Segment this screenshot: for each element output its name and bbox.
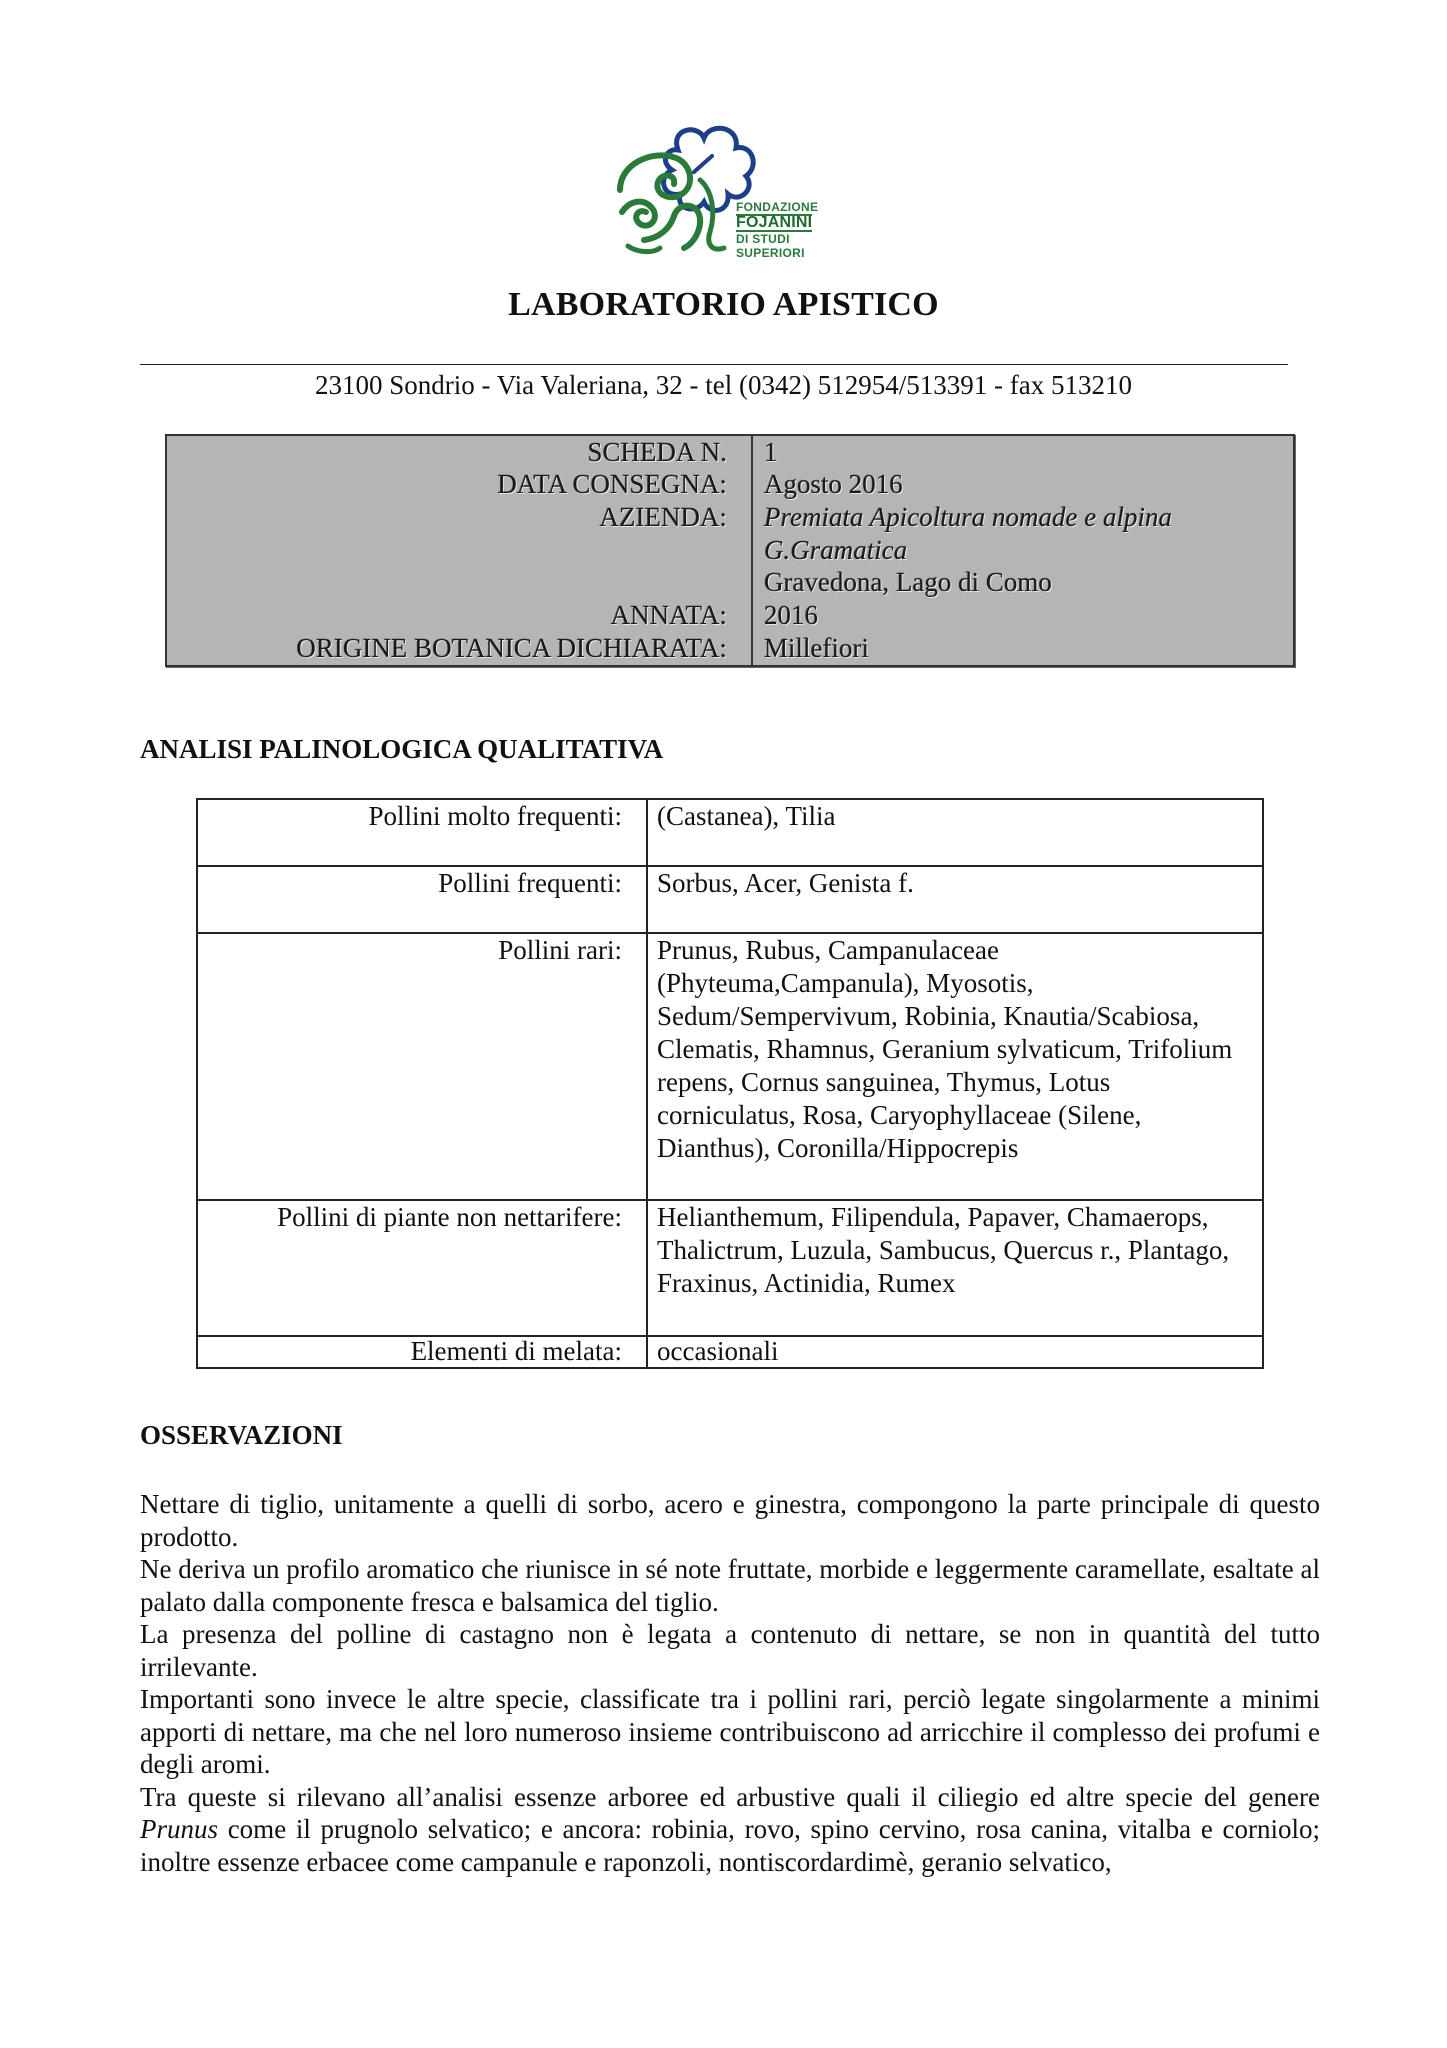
- analisi-heading: ANALISI PALINOLOGICA QUALITATIVA: [140, 734, 664, 764]
- table-row-divider: [646, 932, 648, 1201]
- paragraph: Importanti sono invece le altre specie, classificate tra i pollini rari, perciò legate singolarmente a minimi apporti di nettare, ma che nel loro numeroso insieme contribuiscono ad arricchire il complesso dei profumi e degli aromi.: [140, 1684, 1320, 1779]
- value-scheda-n: 1: [764, 437, 778, 467]
- value-origine-botanica: Millefiori: [764, 633, 869, 663]
- label-scheda-n: SCHEDA N.: [587, 437, 727, 467]
- paragraph: Nettare di tiglio, unitamente a quelli di sorbo, acero e ginestra, compongono la parte principale di questo prodotto.: [140, 1489, 1320, 1552]
- lab-address: 23100 Sondrio - Via Valeriana, 32 - tel (0342) 512954/513391 - fax 513210: [314, 370, 1132, 400]
- logo-line-di-studi: DI STUDI: [736, 232, 790, 246]
- table-row-divider: [646, 865, 648, 934]
- pollen-row-label: Pollini di piante non nettarifere:: [277, 1202, 622, 1232]
- value-azienda-line1: Premiata Apicoltura nomade e alpina: [764, 502, 1172, 532]
- osservazioni-text: [140, 1488, 1320, 1878]
- scheda-info-box: [165, 434, 1295, 667]
- logo-line-superiori: SUPERIORI: [736, 246, 805, 260]
- pollen-row-label: Elementi di melata:: [410, 1336, 622, 1366]
- pollen-row-value: Sorbus, Acer, Genista f.: [657, 868, 914, 898]
- paragraph: Ne deriva un profilo aromatico che riunisce in sé note fruttate, morbide e leggermente caramellate, esaltate al palato dalla componente fresca e balsamica del tiglio.: [140, 1554, 1320, 1617]
- paragraph-text: Tra queste si rilevano all’analisi essenze arboree ed arbustive quali il ciliegio ed altre specie del genere: [140, 1781, 1320, 1812]
- pollen-row-value: Prunus, Rubus, Campanulaceae (Phyteuma,Campanula), Myosotis, Sedum/Sempervivum, Robinia, Knautia/Scabiosa, Clematis, Rhamnus, Geranium sylvaticum, Trifolium repens, Cornus sanguinea, Thymus, Lotus corniculatus, Rosa, Caryophyllaceae (Silene, Dianthus), Coronilla/Hippocrepis: [657, 935, 1233, 1163]
- label-origine-botanica: ORIGINE BOTANICA DICHIARATA:: [296, 633, 727, 663]
- table-row-divider: [646, 1335, 648, 1369]
- pollen-row-label: Pollini molto frequenti:: [368, 801, 622, 831]
- table-row-divider: [646, 798, 648, 867]
- label-annata: ANNATA:: [610, 600, 727, 630]
- logo-text: [736, 200, 818, 260]
- label-data-consegna: DATA CONSEGNA:: [497, 469, 727, 499]
- paragraph-text: come il prugnolo selvatico; e ancora: robinia, rovo, spino cervino, rosa canina, vitalba e corniolo; inoltre essenze erbacee come campanule e raponzoli, nontiscordardimè, geranio selvatico,: [140, 1814, 1320, 1877]
- pollen-row-value: (Castanea), Tilia: [657, 801, 836, 831]
- logo-line-fondazione: FONDAZIONE: [736, 200, 819, 214]
- label-azienda: AZIENDA:: [599, 502, 727, 532]
- scheda-column-divider: [751, 436, 753, 665]
- genus-prunus: Prunus: [140, 1814, 219, 1844]
- page-title: LABORATORIO APISTICO: [508, 286, 939, 323]
- value-data-consegna: Agosto 2016: [764, 469, 903, 499]
- table-row-divider: [646, 1199, 648, 1338]
- osservazioni-heading: OSSERVAZIONI: [140, 1420, 343, 1450]
- paragraph: La presenza del polline di castagno non è legata a contenuto di nettare, se non in quantità del tutto irrilevante.: [140, 1619, 1320, 1682]
- pollen-row-value: Helianthemum, Filipendula, Papaver, Chamaerops, Thalictrum, Luzula, Sambucus, Quercus r., Plantago, Fraxinus, Actinidia, Rumex: [657, 1202, 1230, 1298]
- paragraph: [140, 1781, 1320, 1879]
- logo-line-fojanini: FOJANINI: [736, 214, 813, 231]
- value-azienda-line3: Gravedona, Lago di Como: [764, 567, 1052, 597]
- fondazione-fojanini-logo: [600, 120, 840, 270]
- value-azienda-line2: G.Gramatica: [764, 535, 908, 565]
- pollen-table: [196, 798, 1266, 1369]
- header-divider: [140, 364, 1288, 365]
- pollen-row-value: occasionali: [657, 1336, 779, 1366]
- pollen-row-label: Pollini frequenti:: [438, 868, 622, 898]
- pollen-row-label: Pollini rari:: [498, 935, 622, 965]
- value-annata: 2016: [764, 600, 818, 630]
